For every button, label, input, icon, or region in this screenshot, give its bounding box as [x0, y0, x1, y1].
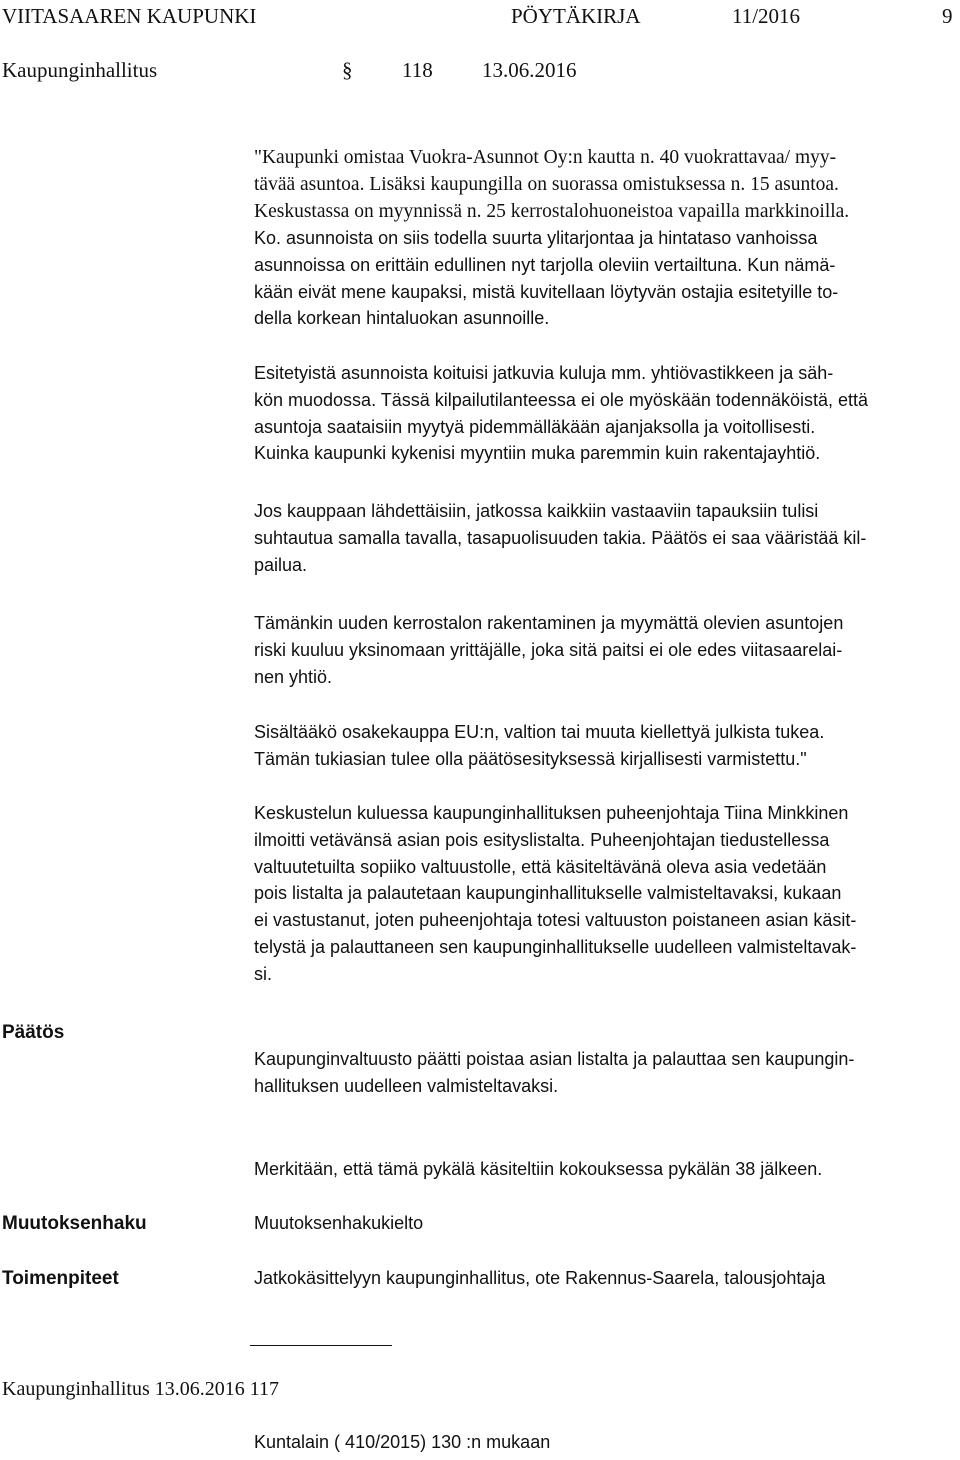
text-line: pois listalta ja palautetaan kaupunginhallitukselle valmisteltavaksi, kukaan [254, 883, 842, 904]
text-line: tävää asuntoa. Lisäksi kaupungilla on suorassa omistuksessa n. 15 asuntoa. [254, 173, 839, 195]
text-line: telystä ja palauttaneen sen kaupunginhallitukselle uudelleen valmisteltavak- [254, 936, 857, 957]
body-name: Kaupunginhallitus [2, 58, 158, 82]
text-line: nen yhtiö. [254, 666, 333, 687]
decision-note [254, 1156, 956, 1183]
text-line: kään eivät mene kaupaksi, mistä kuvitellaan löytyvän ostajia esitetyille to- [254, 281, 839, 302]
actions-value: Jatkokäsittelyyn kaupunginhallitus, ote Rakennus-Saarela, talousjohtaja [254, 1268, 826, 1288]
decision-text [254, 1046, 956, 1100]
paragraph [254, 225, 956, 332]
org-name: VIITASAAREN KAUPUNKI [2, 4, 257, 28]
section-symbol: § [342, 58, 353, 82]
meeting-date: 13.06.2016 [482, 58, 577, 82]
text-line: valtuutetuilta sopiiko valtuustolle, että käsiteltävänä oleva asia vedetään [254, 856, 827, 877]
divider [250, 1345, 392, 1346]
text-line: asunnoissa on erittäin edullinen nyt tarjolla oleviin vertailtuna. Kun nämä- [254, 254, 836, 275]
text-line: pailua. [254, 554, 308, 575]
text-line: ei vastustanut, joten puheenjohtaja totesi valtuuston poistaneen asian käsit- [254, 910, 857, 931]
footer-law: Kuntalain ( 410/2015) 130 :n mukaan [254, 1432, 551, 1452]
text-line: hallituksen uudelleen valmisteltavaksi. [254, 1075, 559, 1096]
paragraph [254, 719, 956, 773]
text-line: Kaupunginvaltuusto päätti poistaa asian listalta ja palauttaa sen kaupungin- [254, 1049, 855, 1069]
paragraph [254, 145, 956, 225]
text-line: kön muodossa. Tässä kilpailutilanteessa ei ole myöskään todennäköistä, että [254, 389, 869, 410]
text-line: Merkitään, että tämä pykälä käsiteltiin kokouksessa pykälän 38 jälkeen. [254, 1159, 823, 1179]
text-line: si. [254, 963, 272, 984]
text-line: Sisältääkö osakekauppa EU:n, valtion tai muuta kiellettyä julkista tukea. [254, 722, 825, 742]
text-line: Esitetyistä asunnoista koituisi jatkuvia kuluja mm. yhtiövastikkeen ja säh- [254, 363, 834, 383]
text-line: Tämänkin uuden kerrostalon rakentaminen ja myymättä olevien asuntojen [254, 613, 844, 633]
text-line: Kuinka kaupunki kykenisi myyntiin muka paremmin kuin rakentajayhtiö. [254, 443, 821, 464]
page-number: 9 [942, 4, 953, 28]
appeal-value: Muutoksenhakukielto [254, 1213, 424, 1233]
issue-number: 11/2016 [732, 4, 801, 28]
paragraph [254, 360, 956, 467]
document-type: PÖYTÄKIRJA [511, 4, 641, 28]
text-line: asuntoja saataisiin myytyä pidemmälläkään ajanjaksolla ja voitollisesti. [254, 416, 816, 437]
actions-label: Toimenpiteet [2, 1268, 119, 1289]
footer-reference: Kaupunginhallitus 13.06.2016 117 [2, 1378, 280, 1400]
text-line: della korkean hintaluokan asunnoille. [254, 308, 550, 329]
text-line: Tämän tukiasian tulee olla päätösesityksessä kirjallisesti varmistettu." [254, 748, 807, 769]
text-line: Keskustassa on myynnissä n. 25 kerrostalohuoneistoa vapailla markkinoilla. [254, 200, 850, 222]
text-line: Ko. asunnoista on siis todella suurta ylitarjontaa ja hintataso vanhoissa [254, 228, 818, 248]
paragraph [254, 610, 956, 690]
paragraph [254, 498, 956, 578]
text-line: Jos kauppaan lähdettäisiin, jatkossa kaikkiin vastaaviin tapauksiin tulisi [254, 501, 819, 521]
appeal-label: Muutoksenhaku [2, 1213, 147, 1234]
text-line: Keskustelun kuluessa kaupunginhallituksen puheenjohtaja Tiina Minkkinen [254, 803, 849, 823]
text-line: "Kaupunki omistaa Vuokra-Asunnot Oy:n kautta n. 40 vuokrattavaa/ myy- [254, 147, 837, 168]
decision-label: Päätös [2, 1022, 65, 1043]
text-line: riski kuuluu yksinomaan yrittäjälle, joka sitä paitsi ei ole edes viitasaarelai- [254, 639, 843, 660]
text-line: ilmoitti vetävänsä asian pois esityslistalta. Puheenjohtajan tiedustellessa [254, 829, 830, 850]
text-line: suhtautua samalla tavalla, tasapuolisuuden takia. Päätös ei saa vääristää kil- [254, 527, 867, 548]
section-number: 118 [402, 58, 433, 82]
paragraph [254, 800, 956, 988]
